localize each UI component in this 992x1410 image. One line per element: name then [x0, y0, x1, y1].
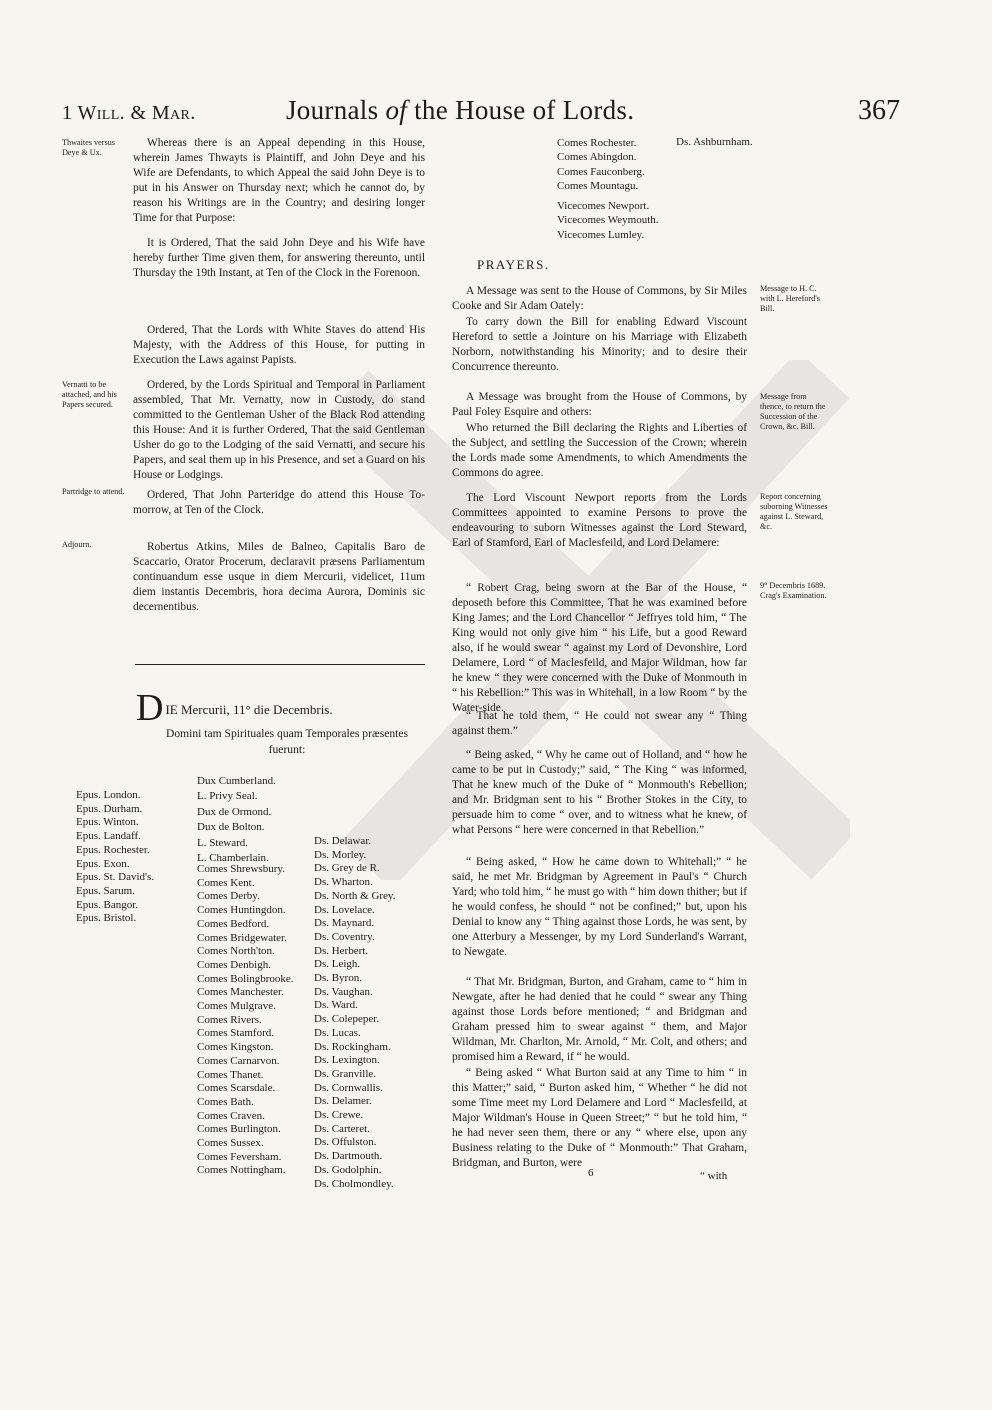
section-divider [135, 664, 425, 665]
list-item: Comes Mountagu. [557, 179, 639, 192]
list-item: Ds. Maynard. [314, 917, 375, 930]
list-item: Ds. Leigh. [314, 958, 361, 971]
list-item: Ds. Rockingham. [314, 1040, 391, 1053]
list-item: Comes Kingston. [197, 1041, 274, 1054]
list-item: Dux de Ormond. [197, 806, 272, 818]
list-item: Comes Bolingbrooke. [197, 972, 294, 985]
margin-note-succession-bill: Message from thence, to return the Succession of the Crown, &c. Bill. [760, 392, 826, 431]
list-item: Comes Burlington. [197, 1123, 281, 1136]
list-item: Comes North'ton. [197, 945, 275, 958]
margin-note-hereford-bill: Message to H. C. with L. Hereford's Bill. [760, 284, 820, 313]
list-item: Ds. Lovelace. [314, 903, 375, 916]
list-item: Ds. Morley. [314, 848, 367, 861]
list-item: Ds. Delamer. [314, 1095, 372, 1108]
paragraph-message-received: A Message was brought from the House of Commons, by Paul Foley Esquire and others: [452, 391, 747, 418]
list-item: Ds. Colepeper. [314, 1013, 380, 1026]
barons-list [314, 835, 395, 1191]
paragraph-could-not-swear: “ That he told them, “ He could not swear any “ Thing against them.” [452, 710, 747, 737]
list-item: Comes Shrewsbury. [197, 863, 285, 875]
list-item: Comes Stamford. [197, 1027, 274, 1040]
list-item: Ds. Coventry. [314, 930, 375, 943]
list-item: L. Chamberlain. [197, 851, 269, 864]
list-item: Ds. Crewe. [314, 1109, 364, 1122]
paragraph-newgate: “ That Mr. Bridgman, Burton, and Graham, came to “ him in Newgate, after he had denied that he could “ swear any Thing against those Lords before mentioned; “ and Bridgman and Graham pressed him to swear against “ them, and Major Wildman, Mr. Charlton, Mr. Arnold, “ Mr. Colt, and others; and promised him a Reward, if “ he would. [452, 976, 747, 1063]
officers-list [197, 774, 276, 865]
list-item: Comes Scarsdale. [197, 1082, 276, 1095]
list-item: Ds. Wharton. [314, 876, 373, 889]
paragraph-holland: “ Being asked, “ Why he came out of Holland, and “ how he came to be put in Custody;” said, “ The King “ was informed, That he knew much of the Duke of “ Monmouth's Rebellion; and Mr. Bridgman sent to his “ Brother Stokes in the City, to persuade him to come “ over, and to witness what he knew, of what Persons “ here were concerned in that Rebellion.” [452, 749, 747, 836]
margin-note-partridge: Partridge to attend. [62, 487, 125, 496]
running-head-regnal-year: 1 Will. & Mar. [62, 102, 196, 124]
list-item: Ds. Carteret. [314, 1122, 370, 1135]
list-item: Comes Bedford. [197, 917, 270, 930]
list-item: Ds. Herbert. [314, 944, 369, 957]
signature-mark: 6 [588, 1167, 594, 1179]
paragraph-order-parteridge: Ordered, That John Parteridge do attend this House To-morrow, at Ten of the Clock. [133, 489, 425, 516]
list-item: Ds. Godolphin. [314, 1163, 382, 1176]
list-item: Comes Bridgewater. [197, 931, 287, 944]
margin-note-suborning-report: Report concerning suborning Witnesses against L. Steward, &c. [760, 492, 828, 531]
list-item: Ds. Dartmouth. [314, 1150, 383, 1163]
list-item: Ds. Delawar. [314, 835, 372, 847]
list-item: Ds. Offulston. [314, 1136, 377, 1149]
paragraph-adjournment: Robertus Atkins, Miles de Balneo, Capitalis Baro de Scaccario, Orator Procerum, declaravit præsens Parliamentum continuandum esse usque in diem Mercurii, videlicet, 11um diem instantis Decembris, hora decima Aurora, Dominis sic decernentibus. [133, 541, 425, 613]
paragraph-message-sent: A Message was sent to the House of Commons, by Sir Miles Cooke and Sir Adam Oately: [452, 285, 747, 312]
bishops-list [76, 789, 154, 926]
list-item: Ds. Cholmondley. [314, 1177, 394, 1190]
list-item: Comes Abingdon. [557, 151, 637, 164]
list-item: Vicecomes Newport. [557, 200, 650, 213]
list-item: Comes Thanet. [197, 1068, 264, 1081]
page-title: Journals of the House of Lords. [286, 95, 635, 125]
paragraph-hereford-bill: To carry down the Bill for enabling Edward Viscount Hereford to settle a Jointure on his Marriage with Elizabeth Norborn, notwithstanding his Minority; and to desire their Concurrence thereunto. [452, 316, 747, 373]
catchword: “ with [700, 1170, 728, 1182]
prayers-heading: PRAYERS. [477, 257, 550, 272]
list-item: Epus. Rochester. [76, 843, 150, 856]
list-item: Ds. Cornwallis. [314, 1081, 383, 1094]
list-item: Vicecomes Weymouth. [557, 214, 659, 227]
list-item: Comes Mulgrave. [197, 1000, 276, 1013]
list-item: Epus. Exon. [76, 857, 130, 870]
list-item: Epus. London. [76, 789, 141, 801]
list-item: Comes Rivers. [197, 1013, 262, 1026]
paragraph-order-white-staves: Ordered, That the Lords with White Staves do attend His Majesty, with the Address of this House, for putting in Execution the Laws against Papists. [133, 324, 425, 366]
list-item: Epus. Durham. [76, 802, 143, 815]
right-top-lords-list [557, 136, 659, 242]
paragraph-whitehall: “ Being asked, “ How he came down to Whitehall;” “ he said, he met Mr. Bridgman by Agreement in Paul's “ Church Yard; who told him, “ he must go with “ him down thither; but if he would confess, he should “ not be confined;” but, upon his Denial to know any “ Thing against those Lords, he was sent, by one Atterbury a Messenger, by my Lord Sunderland's Warrant, to Newgate. [452, 856, 747, 958]
list-item: Comes Manchester. [197, 986, 284, 999]
list-item: Comes Carnarvon. [197, 1054, 280, 1067]
list-item: Comes Denbigh. [197, 958, 271, 971]
margin-note-thwaites: Thwaites versus Deye & Ux. [62, 138, 115, 157]
list-item: Ds. Byron. [314, 972, 362, 985]
list-item: Epus. Landaff. [76, 830, 141, 843]
list-item: Vicecomes Lumley. [557, 228, 645, 241]
attendance-heading: Domini tam Spirituales quam Temporales præsentes fuerunt: [165, 727, 409, 756]
margin-note-adjourn: Adjourn. [62, 540, 92, 549]
list-item: Epus. Winton. [76, 816, 139, 829]
list-item: Epus. Bangor. [76, 898, 139, 911]
list-item: Comes Fauconberg. [557, 165, 645, 178]
paragraph-burton: “ Being asked “ What Burton said at any Time to him “ in this Matter;” said, “ Burton asked him, “ Whether “ he did not some Time meet my Lord Delamere and Lord “ Maclesfeild, at Major Wildman's House in Queen Street;” “ but he told him, “ he had never seen them, there or any “ where else, upon any Business relating to the Duke of “ Monmouth:” That Graham, Bridgman, and Burton, were [452, 1067, 747, 1169]
list-item: Comes Craven. [197, 1109, 265, 1122]
list-item: Epus. Bristol. [76, 912, 137, 925]
paragraph-crag-deposition: “ Robert Crag, being sworn at the Bar of the House, “ deposeth before this Committee, That he was examined before King James; and the Lord Chancellor “ Jeffryes told him, “ The King would not only give him “ his Life, but a good Reward also, if he would swear “ against my Lord of Devonshire, Lord Delamere, Lord “ of Maclesfeild, and Major Wildman, how far he knew “ they were concerned with the Duke of Monmouth in “ his Rebellion:” This was in Whitehall, in a low Room “ by the Water-side. [452, 582, 747, 714]
list-item: Comes Rochester. [557, 137, 637, 149]
paragraph-appeal: Whereas there is an Appeal depending in this House, wherein James Thwayts is Plaintiff, and John Deye and his Wife are Defendants, to which Appeal the said John Deye is to put in his Answer on Thursday next; which he cannot do, by reason his Writings are in the Country; and desiring longer Time for that Purpose: [133, 137, 425, 224]
list-item: Ds. Ward. [314, 999, 358, 1012]
session-heading: DIE Mercurii, 11° die Decembris. [136, 687, 333, 729]
list-item: Ds. North & Grey. [314, 889, 396, 902]
list-item: Dux Cumberland. [197, 775, 276, 787]
list-item: Ds. Grey de R. [314, 862, 380, 875]
list-item: L. Privy Seal. [197, 789, 258, 802]
list-item: Comes Bath. [197, 1095, 254, 1108]
list-item: Ds. Lucas. [314, 1026, 361, 1039]
margin-note-vernatti: Vernatti to be attached, and his Papers secured. [62, 380, 117, 409]
paragraph-newport-report: The Lord Viscount Newport reports from the Lords Committees appointed to examine Persons to prove the endeavouring to suborn Witnesses against the Lord Steward, Earl of Stamford, Earl of Maclesfeild, and Lord Delamere: [452, 492, 747, 549]
list-item: Dux de Bolton. [197, 820, 265, 833]
list-item: Comes Nottingham. [197, 1164, 286, 1177]
list-item: Ds. Lexington. [314, 1054, 380, 1067]
paragraph-order-deye: It is Ordered, That the said John Deye and his Wife have hereby further Time given them, for answering thereunto, until Thursday the 19th Instant, at Ten of the Clock in the Forenoon. [133, 237, 425, 279]
page-number: 367 [858, 95, 900, 126]
list-item: Comes Huntingdon. [197, 904, 286, 917]
paragraph-order-vernatty: Ordered, by the Lords Spiritual and Temporal in Parliament assembled, That Mr. Vernatty, now in Custody, do stand committed to the Gentleman Usher of the Black Rod attending this House: And it is further Ordered, That the said Gentleman Usher do go to the Lodging of the said Vernatti, and secure his Papers, and seal them up in his Presence, and set a Guard on his House or Lodgings. [133, 379, 425, 481]
margin-note-crag-examination: 9° Decembris 1689. Crag's Examination. [760, 581, 827, 600]
right-top-baron: Ds. Ashburnham. [676, 136, 753, 148]
earls-list [197, 863, 294, 1178]
list-item: Comes Feversham. [197, 1150, 282, 1163]
list-item: Comes Kent. [197, 876, 255, 889]
drop-cap: D [136, 687, 164, 729]
paragraph-rights-bill: Who returned the Bill declaring the Rights and Liberties of the Subject, and settling the Succession of the Crown; wherein the Lords made some Amendments, to which Amendments the Commons do agree. [452, 422, 747, 479]
list-item: Ds. Granville. [314, 1067, 377, 1080]
list-item: L. Steward. [197, 837, 249, 849]
list-item: Comes Sussex. [197, 1137, 264, 1150]
list-item: Comes Derby. [197, 890, 260, 903]
list-item: Ds. Vaughan. [314, 985, 373, 998]
list-item: Epus. St. David's. [76, 871, 155, 884]
list-item: Epus. Sarum. [76, 884, 135, 897]
